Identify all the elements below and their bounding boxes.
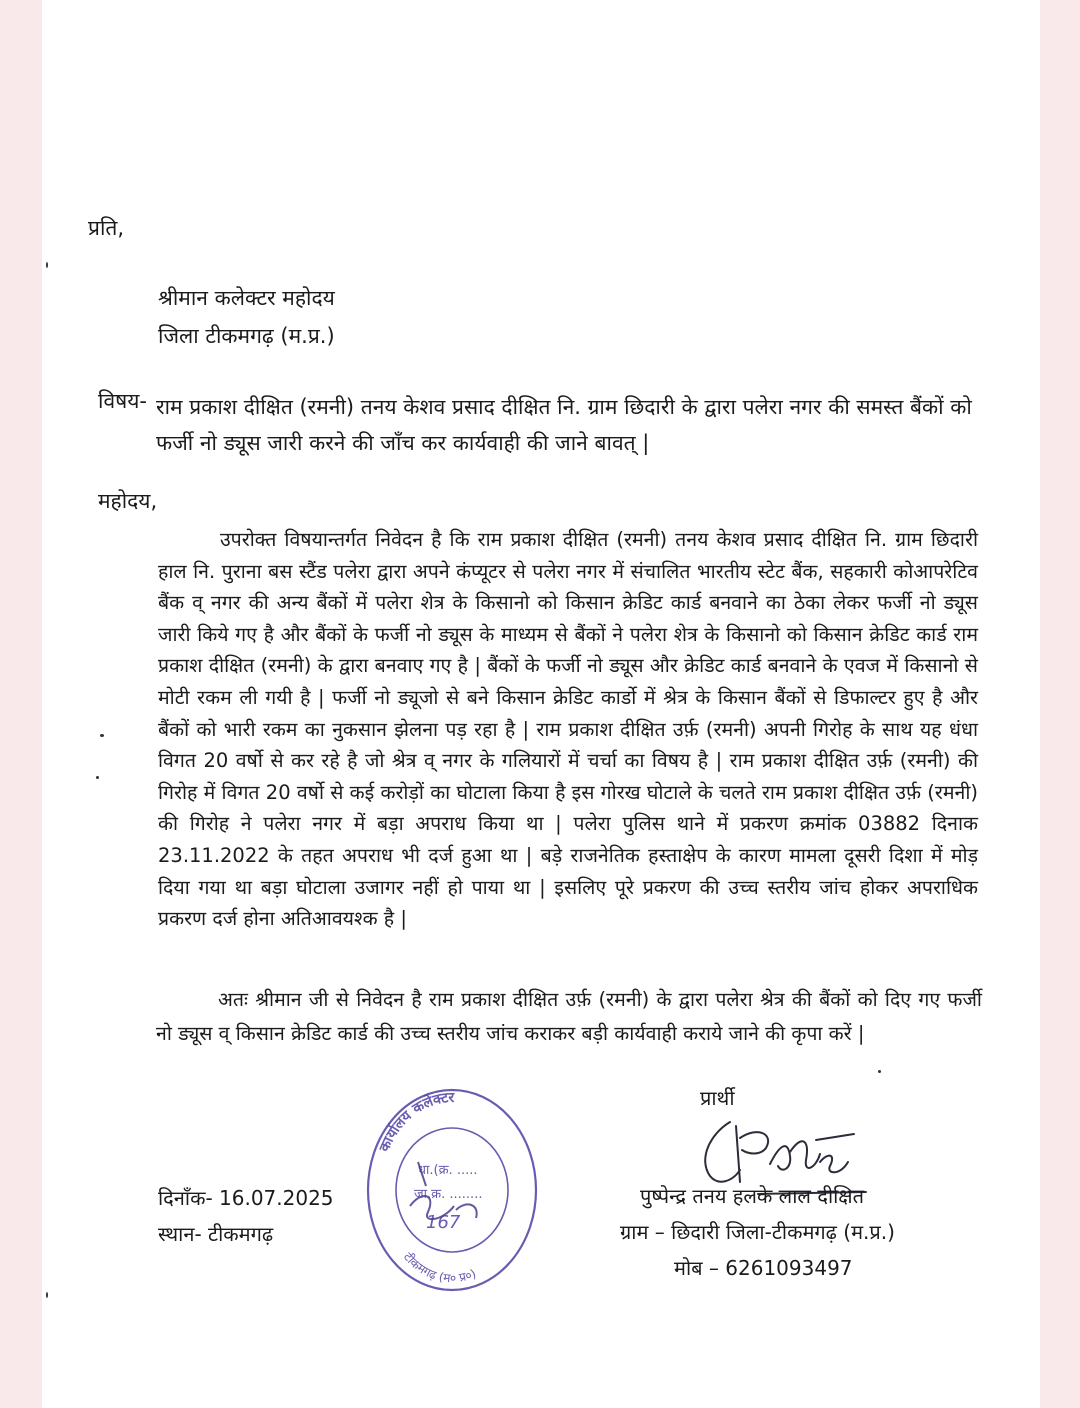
closing-paragraph: अतः श्रीमान जी से निवेदन है राम प्रकाश दीक्षित उर्फ़ (रमनी) के द्वारा पलेरा श्रेत्र की बैंकों को दिए गए फर्जी नो ड्यूस व् किसान क्रेडिट कार्ड की उच्च स्तरीय जांच कराकर बड़ी कार्यवाही कराये जाने की कृपा करें | — [156, 988, 982, 1045]
letter-page — [42, 0, 1040, 1408]
sender-mobile: मोब – 6261093497 — [674, 1256, 853, 1280]
svg-text:167: 167 — [426, 1212, 461, 1233]
to-label: प्रति, — [88, 216, 125, 240]
letter-place: स्थान- टीकमगढ़ — [158, 1222, 274, 1246]
addressee-line-2: जिला टीकमगढ़ (म.प्र.) — [158, 324, 335, 348]
body-paragraph: उपरोक्त विषयान्तर्गत निवेदन है कि राम प्रकाश दीक्षित (रमनी) तनय केशव प्रसाद दीक्षित नि. ग्राम छिदारी हाल नि. पुराना बस स्टैंड पलेरा द्वारा अपने कंप्यूटर से पलेरा नगर में संचालित भारतीय स्टेट बैंक, सहकारी कोआपरेटिव बैंक व् नगर की अन्य बैंकों में पलेरा शेत्र के किसानो को किसान क्रेडिट कार्ड बनवाने का ठेका लेकर फर्जी नो ड्यूस जारी किये गए है और बैंकों के फर्जी नो ड्यूस के माध्यम से बैंकों ने पलेरा शेत्र के किसानो को किसान क्रेडिट कार्ड राम प्रकाश दीक्षित (रमनी) के द्वारा बनवाए गए है | बैंकों के फर्जी नो ड्यूस और क्रेडिट कार्ड बनवाने के एवज में किसानो से मोटी रकम ली गयी है | फर्जी नो ड्यूजो से बने किसान क्रेडिट कार्डो में श्रेत्र के किसान बैंकों से डिफाल्टर हुए है और बैंकों को भारी रकम का नुकसान झेलना पड़ रहा है | राम प्रकाश दीक्षित उर्फ़ (रमनी) अपनी गिरोह के साथ यह धंधा विगत 20 वर्षो से कर रहे है जो श्रेत्र व् नगर के गलियारों में चर्चा का विषय है | राम प्रकाश दीक्षित उर्फ़ (रमनी) की गिरोह में विगत 20 वर्षो से कई करोड़ों का घोटाला किया है इस गोरख घोटाले के चलते राम प्रकाश दीक्षित उर्फ़ (रमनी) की गिरोह ने पलेरा नगर में बड़ा अपराध किया था | पलेरा पुलिस थाने में प्रकरण क्रमांक 03882 दिनाक 23.11.2022 के तहत अपराध भी दर्ज हुआ था | बड़े राजनेतिक हस्ताक्षेप के कारण मामला दूसरी दिशा में मोड़ दिया गया था बड़ा घोटाला उजागर नहीं हो पाया था | इसलिए पूरे प्रकरण की उच्च स्तरीय जांच होकर अपराधिक प्रकरण दर्ज होना अतिआवयश्क है | — [158, 528, 978, 931]
svg-text:धा.(क्र. .....: धा.(क्र. ..... — [418, 1163, 478, 1178]
office-stamp — [356, 1078, 546, 1300]
greeting: महोदय, — [98, 489, 158, 513]
sender-name: पुष्पेन्द्र तनय हलके लाल दीक्षित — [640, 1184, 865, 1208]
svg-text:जा.क्र. ........: जा.क्र. ........ — [414, 1187, 483, 1202]
applicant-label: प्रार्थी — [700, 1086, 735, 1110]
addressee-line-1: श्रीमान कलेक्टर महोदय — [158, 286, 335, 310]
svg-text:टीकमगढ़ (म० प्र०): टीकमगढ़ (म० प्र०) — [400, 1249, 479, 1286]
svg-text:कार्यालय कलेक्टर: कार्यालय कलेक्टर — [376, 1090, 455, 1155]
sender-address: ग्राम – छिदारी जिला-टीकमगढ़ (म.प्र.) — [620, 1220, 895, 1244]
subject-text: राम प्रकाश दीक्षित (रमनी) तनय केशव प्रसाद दीक्षित नि. ग्राम छिदारी के द्वारा पलेरा नगर की समस्त बैंकों को फर्जी नो ड्यूस जारी करने की जाँच कर कार्यवाही की जाने बावत् | — [156, 395, 972, 455]
letter-date: दिनाँक- 16.07.2025 — [158, 1186, 334, 1210]
subject-label: विषय- — [98, 389, 148, 413]
